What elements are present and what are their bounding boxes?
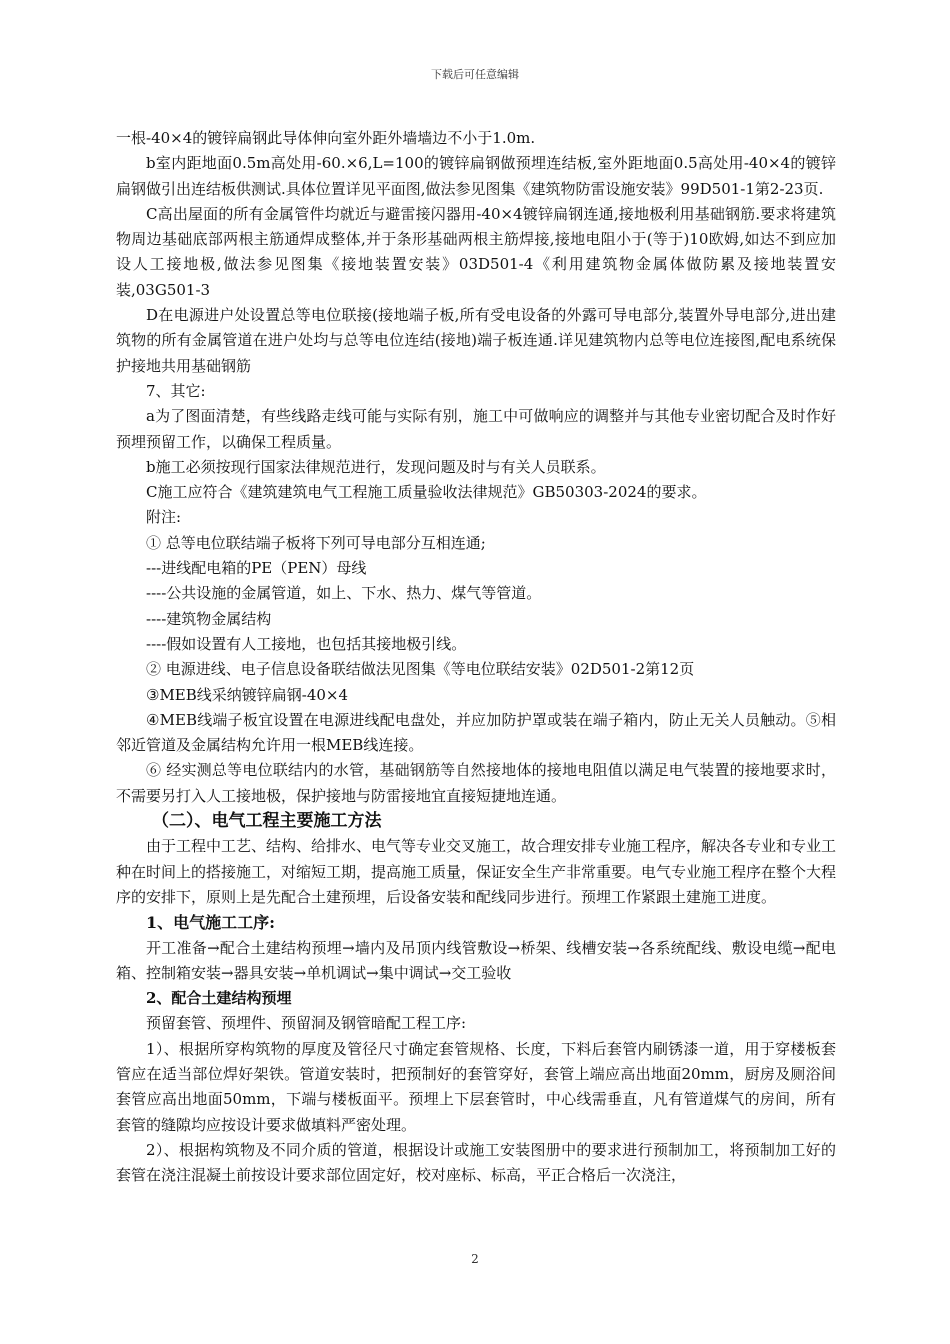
note-item: ④MEB线端子板宜设置在电源进线配电盘处，并应加防护罩或装在端子箱内，防止无关人员触动。⑤相邻近管道及金属结构允许用一根MEB线连接。 <box>116 710 836 755</box>
step-heading: 1、电气施工工序: <box>146 913 276 933</box>
section-heading: （二）、电气工程主要施工方法 <box>152 811 382 832</box>
paragraph: b室内距地面0.5m高处用-60.×6,L=100的镀锌扁钢做预埋连结板,室外距地面0.5高处用-40×4的镀锌扁钢做引出连结板供测试.具体位置详见平面图,做法参见图集《建筑物防雷设施安装》99D501-1第2-23页. <box>116 154 836 198</box>
paragraph: 由于工程中工艺、结构、给排水、电气等专业交叉施工，故合理安排专业施工程序，解决各专业和专业工种在时间上的搭接施工，对缩短工期，提高施工质量，保证安全生产非常重要。电气专业施工程序在整个大程序的安排下，原则上是先配合土建预埋，后设备安装和配线同步进行。预埋工作紧跟土建施工进度。 <box>116 837 837 906</box>
note-item: ----公共设施的金属管道，如上、下水、热力、煤气等管道。 <box>146 584 542 603</box>
paragraph: D在电源进户处设置总等电位联接(接地端子板,所有受电设备的外露可导电部分,装置外导电部分,进出建筑物的所有金属管道在进户处均与总等电位连结(接地)端子板连通.详见建筑物内总等电位连接图,配电系统保护接地共用基础钢筋 <box>116 306 836 375</box>
paragraph: C高出屋面的所有金属管件均就近与避雷接闪器用-40×4镀锌扁钢连通,接地极利用基础钢筋.要求将建筑物周边基础底部两根主筋通焊成整体,并于条形基础两根主筋焊接,接地电阻小于(等于)10欧姆,如达不到应加设人工接地极,做法参见图集《接地装置安装》03D501-4《利用建筑物金属体做防累及接地装置安装,03G501-3 <box>116 204 836 299</box>
page-header: 下载后可任意编辑 <box>431 68 519 81</box>
note-item: ⑥ 经实测总等电位联结内的水管，基础钢筋等自然接地体的接地电阻值以满足电气装置的接地要求时，不需要另打入人工接地极，保护接地与防雷接地宜直接短捷地连通。 <box>116 761 836 805</box>
paragraph: b施工必须按现行国家法律规范进行，发现问题及时与有关人员联系。 <box>146 457 606 476</box>
paragraph: 开工准备→配合土建结构预埋→墙内及吊顶内线管敷设→桥架、线槽安装→各系统配线、敷设电缆→配电箱、控制箱安装→器具安装→单机调试→集中调试→交工验收 <box>116 938 836 982</box>
note-heading: 附注: <box>146 508 182 527</box>
note-item: ----建筑物金属结构 <box>146 609 272 628</box>
note-item: ③MEB线采纳镀锌扁钢-40×4 <box>146 685 349 704</box>
paragraph: 1）、根据所穿构筑物的厚度及管径尺寸确定套管规格、长度，下料后套管内刷锈漆一道，用于穿楼板套管应在适当部位焊好架铁。管道安装时，把预制好的套管穿好，套管上端应高出地面20mm，厨房及厕浴间套管应高出地面50mm，下端与楼板面平。预埋上下层套管时，中心线需垂直，凡有管道煤气的房间，所有套管的缝隙均应按设计要求做填料严密处理。 <box>116 1039 836 1134</box>
paragraph: 7、其它: <box>146 381 206 400</box>
note-item: ② 电源进线、电子信息设备联结做法见图集《等电位联结安装》02D501-2第12页 <box>146 660 695 679</box>
page-number: 2 <box>471 1252 479 1266</box>
paragraph: C施工应符合《建筑建筑电气工程施工质量验收法律规范》GB50303-2024的要求。 <box>146 483 707 502</box>
paragraph: 预留套管、预埋件、预留洞及钢管暗配工程工序: <box>146 1014 467 1033</box>
paragraph: 一根-40×4的镀锌扁钢此导体伸向室外距外墙墙边不小于1.0m. <box>116 129 536 147</box>
note-item: ----假如设置有人工接地，也包括其接地极引线。 <box>146 634 467 653</box>
note-item: ---进线配电箱的PE（PEN）母线 <box>146 559 367 578</box>
document-body <box>116 126 836 1188</box>
paragraph: 2）、根据构筑物及不同介质的管道，根据设计或施工安装图册中的要求进行预制加工，将预制加工好的套管在浇注混凝土前按设计要求部位固定好，校对座标、标高，平正合格后一次浇注， <box>116 1140 836 1185</box>
paragraph: a为了图面清楚，有些线路走线可能与实际有别，施工中可做响应的调整并与其他专业密切配合及时作好预埋预留工作，以确保工程质量。 <box>116 407 836 451</box>
subsection-heading: 2、配合土建结构预埋 <box>146 989 292 1008</box>
note-item: ① 总等电位联结端子板将下列可导电部分互相连通; <box>146 533 486 552</box>
